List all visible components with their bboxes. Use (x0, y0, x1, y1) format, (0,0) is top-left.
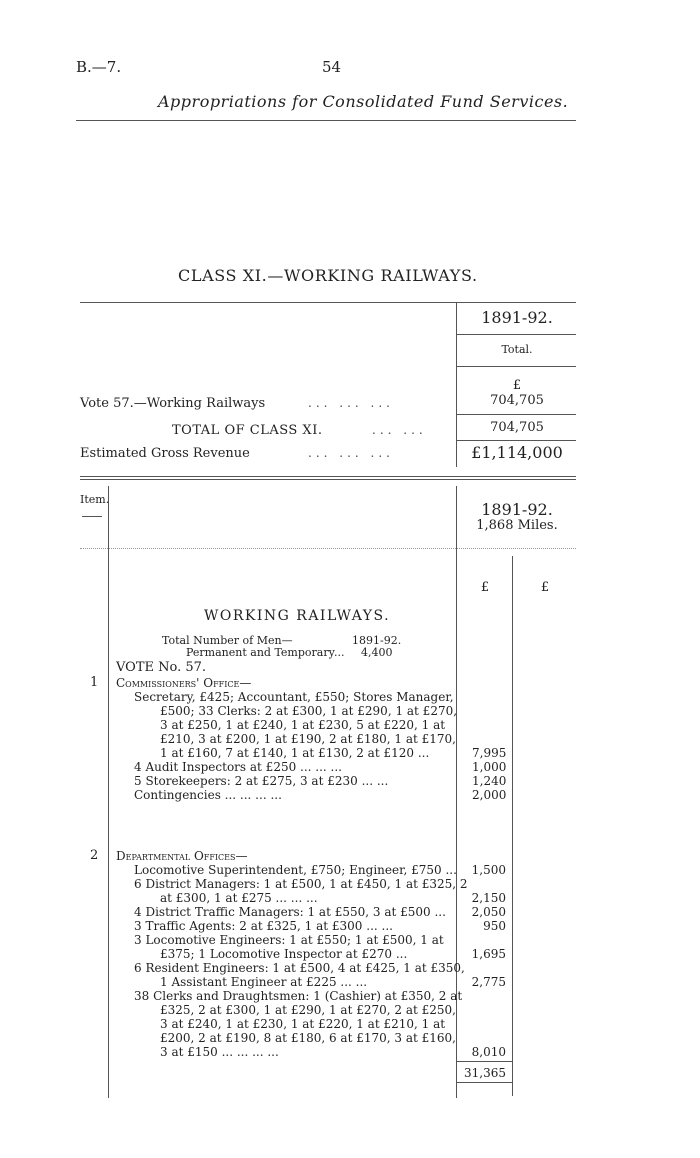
item-line: £325, 2 at £300, 1 at £290, 1 at £270, 2 at £250, (160, 1003, 456, 1017)
item-line: 6 Resident Engineers: 1 at £500, 4 at £425, 1 at £350, (134, 961, 465, 975)
item-number: 1 (90, 675, 99, 690)
item-amount: 950 (483, 919, 506, 933)
class-title: CLASS XI.—WORKING RAILWAYS. (178, 266, 478, 285)
summary-year-rule (457, 334, 576, 335)
item-line: 4 District Traffic Managers: 1 at £550, 3 at £500 ... (134, 905, 446, 919)
item-heading: Commissioners' Office— (116, 676, 252, 690)
header-rule (76, 120, 576, 121)
amount-subcolumn-divider (512, 556, 513, 1096)
total-rule (457, 440, 576, 441)
item-line: £210, 3 at £200, 1 at £190, 2 at £180, 1 at £170, (160, 732, 456, 746)
item-amount: 2,150 (471, 891, 506, 905)
summary-bottom-rule (80, 476, 576, 477)
item-line: 3 at £150 ... ... ... ... (160, 1045, 279, 1059)
item-line: 38 Clerks and Draughtsmen: 1 (Cashier) at £350, 2 at (134, 989, 463, 1003)
summary-currency: £ (512, 378, 522, 393)
page-number: 54 (322, 58, 342, 76)
men-count: 4,400 (361, 646, 393, 659)
revenue-amount: £1,114,000 (471, 443, 563, 462)
item-line: 3 at £240, 1 at £230, 1 at £220, 1 at £210, 1 at (160, 1017, 446, 1031)
subtotal-top-rule (457, 1061, 512, 1062)
total-label: TOTAL OF CLASS XI. (172, 423, 323, 438)
item-column-divider (108, 486, 109, 1098)
detail-year: 1891-92. (481, 500, 553, 519)
item-line: 6 District Managers: 1 at £500, 1 at £450, 1 at £325, 2 (134, 877, 468, 891)
total-leader: ... ... (372, 423, 427, 437)
total-amount: 704,705 (490, 420, 544, 435)
vote-number: VOTE No. 57. (116, 660, 207, 675)
item-line: 1 at £160, 7 at £140, 1 at £130, 2 at £120 ... (160, 746, 430, 760)
item-line: 1 Assistant Engineer at £225 ... ... (160, 975, 368, 989)
document-reference: B.—7. (76, 58, 122, 76)
men-sublabel: Permanent and Temporary (186, 646, 335, 659)
summary-year: 1891-92. (481, 308, 553, 327)
item-amount: 1,500 (471, 863, 506, 877)
revenue-label: Estimated Gross Revenue (80, 446, 250, 461)
item-amount: 7,995 (472, 746, 507, 760)
vote-amount: 704,705 (490, 393, 544, 408)
item-amount: 1,000 (472, 760, 507, 774)
item-line: 3 Locomotive Engineers: 1 at £550; 1 at £500, 1 at (134, 933, 444, 947)
item-column-header: Item. (80, 493, 110, 506)
detail-miles: 1,868 Miles. (476, 518, 558, 533)
item-line: Secretary, £425; Accountant, £550; Stores Manager, (134, 690, 454, 704)
detail-currency-1: £ (480, 580, 490, 595)
detail-header-rule (80, 548, 576, 549)
item-number: 2 (90, 848, 99, 863)
detail-currency-2: £ (540, 580, 550, 595)
vote-label: Vote 57.—Working Railways (80, 396, 266, 411)
vote-rule (457, 414, 576, 415)
item-line: at £300, 1 at £275 ... ... ... (160, 891, 318, 905)
item-amount: 1,695 (471, 947, 506, 961)
men-leader: ... (334, 646, 345, 659)
summary-label-rule (457, 366, 576, 367)
item-header-rule (82, 516, 102, 517)
amount-column-divider (456, 486, 457, 1098)
item-line: Contingencies ... ... ... ... (134, 788, 282, 802)
item-line: £375; 1 Locomotive Inspector at £270 ... (160, 947, 408, 961)
item-line: 3 at £250, 1 at £240, 1 at £230, 5 at £220, 1 at (160, 718, 446, 732)
subtotal-amount: 31,365 (464, 1066, 506, 1080)
item-line: Locomotive Superintendent, £750; Engineer, £750 ... (134, 863, 457, 877)
item-line: 4 Audit Inspectors at £250 ... ... ... (134, 760, 342, 774)
item-heading: Departmental Offices— (116, 849, 248, 863)
item-amount: 8,010 (471, 1045, 506, 1059)
subtotal-bottom-rule (457, 1082, 512, 1083)
item-amount: 2,775 (471, 975, 506, 989)
vote-leader: ... ... ... (308, 396, 394, 410)
summary-bottom-rule-double (80, 479, 576, 480)
item-line: £500; 33 Clerks: 2 at £300, 1 at £290, 1 at £270, (160, 704, 458, 718)
item-amount: 2,050 (471, 905, 506, 919)
item-amount: 1,240 (472, 774, 507, 788)
revenue-leader: ... ... ... (308, 446, 394, 460)
item-amount: 2,000 (472, 788, 507, 802)
summary-column-label: Total. (501, 343, 533, 356)
summary-top-rule (80, 302, 576, 303)
item-line: 3 Traffic Agents: 2 at £325, 1 at £300 ... ... (134, 919, 393, 933)
section-title: WORKING RAILWAYS. (204, 608, 391, 624)
running-title: Appropriations for Consolidated Fund Services. (158, 92, 569, 111)
men-label: Total Number of Men— (162, 634, 293, 647)
men-year: 1891-92. (352, 634, 402, 647)
item-line: £200, 2 at £190, 8 at £180, 6 at £170, 3 at £160, (160, 1031, 456, 1045)
summary-column-divider (456, 303, 457, 467)
item-line: 5 Storekeepers: 2 at £275, 3 at £230 ... ... (134, 774, 389, 788)
